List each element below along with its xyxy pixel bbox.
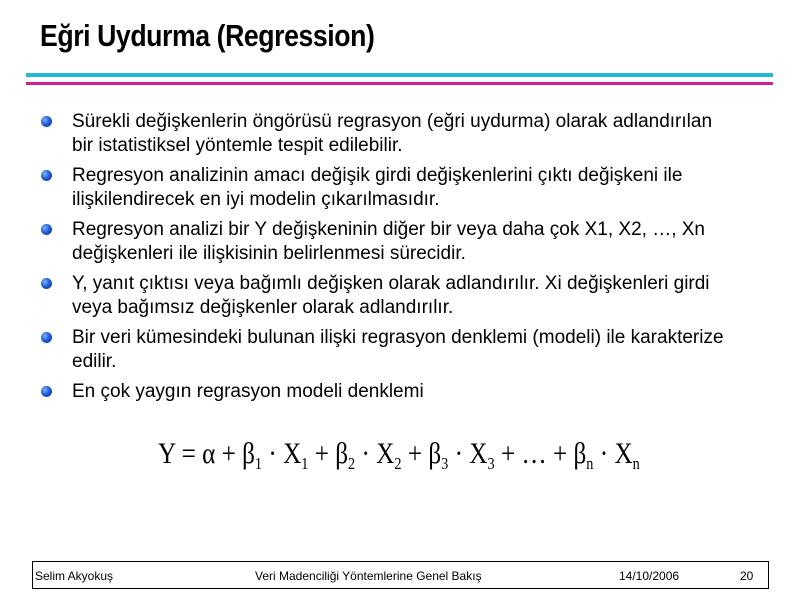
footer-date: 14/10/2006 (619, 569, 680, 583)
title-rule-magenta (26, 82, 773, 85)
bullet-dot-icon (41, 332, 52, 343)
eq-plus: + (546, 437, 574, 470)
bullet-dot-icon (41, 116, 52, 127)
footer-title: Veri Madenciliği Yöntemlerine Genel Bakış (255, 569, 482, 583)
bullet-dot-icon (41, 170, 52, 181)
slide-footer (32, 561, 769, 589)
bullet-item (38, 326, 738, 374)
title-rule-cyan (26, 73, 773, 77)
eq-beta: β (242, 437, 255, 470)
eq-ellipsis: … (521, 437, 547, 470)
eq-sub: n (632, 454, 640, 473)
bullet-item (38, 380, 738, 404)
eq-equals: = (175, 437, 203, 470)
eq-x: X (614, 437, 633, 470)
eq-sub: 2 (348, 454, 356, 473)
eq-beta: β (335, 437, 349, 470)
bullet-text: Regresyon analizinin amacı değişik girdi değişkenlerini çıktı değişkeni ile ilişkilendirecek en iyi modelin çıkarılmasıdır. (72, 165, 683, 210)
bullet-text: Y, yanıt çıktısı veya bağımlı değişken olarak adlandırılır. Xi değişkenleri girdi veya bağımsız değişkenler olarak adlandırılır. (72, 273, 710, 318)
regression-equation (158, 434, 640, 484)
bullet-text: Regresyon analizi bir Y değişkeninin diğer bir veya daha çok X1, X2, …, Xn değişkenleri ile ilişkisinin belirlenmesi sürecidir. (72, 219, 705, 264)
bullet-list (38, 110, 738, 410)
eq-dot: · (262, 437, 284, 470)
eq-plus: + (215, 437, 243, 470)
eq-sub: n (586, 454, 594, 473)
slide-title: Eğri Uydurma (Regression) (40, 18, 375, 53)
bullet-dot-icon (41, 278, 52, 289)
eq-plus: + (401, 437, 429, 470)
eq-dot: · (448, 437, 470, 470)
eq-x: X (283, 437, 302, 470)
eq-x: X (376, 437, 395, 470)
eq-sub: 3 (487, 454, 495, 473)
eq-sub: 3 (441, 454, 449, 473)
bullet-text: En çok yaygın regrasyon modeli denklemi (72, 381, 424, 402)
bullet-item (38, 164, 738, 212)
eq-lhs: Y (158, 437, 176, 470)
eq-alpha: α (202, 437, 216, 470)
eq-x: X (469, 437, 488, 470)
footer-author: Selim Akyokuş (35, 569, 114, 583)
eq-sub: 2 (394, 454, 402, 473)
bullet-item (38, 218, 738, 266)
eq-dot: · (355, 437, 377, 470)
eq-beta: β (428, 437, 442, 470)
bullet-dot-icon (41, 386, 52, 397)
bullet-dot-icon (41, 224, 52, 235)
bullet-item (38, 272, 738, 320)
eq-plus: + (494, 437, 522, 470)
eq-beta: β (573, 437, 587, 470)
eq-dot: · (593, 437, 615, 470)
eq-plus: + (308, 437, 336, 470)
bullet-item (38, 110, 738, 158)
bullet-text: Sürekli değişkenlerin öngörüsü regrasyon (eğri uydurma) olarak adlandırılan bir istatistiksel yöntemle tespit edilebilir. (72, 111, 713, 156)
eq-sub: 1 (254, 454, 263, 473)
footer-page-number: 20 (740, 569, 754, 583)
bullet-text: Bir veri kümesindeki bulunan ilişki regrasyon denklemi (modeli) ile karakterize edilir. (72, 327, 724, 372)
eq-sub: 1 (301, 454, 309, 473)
